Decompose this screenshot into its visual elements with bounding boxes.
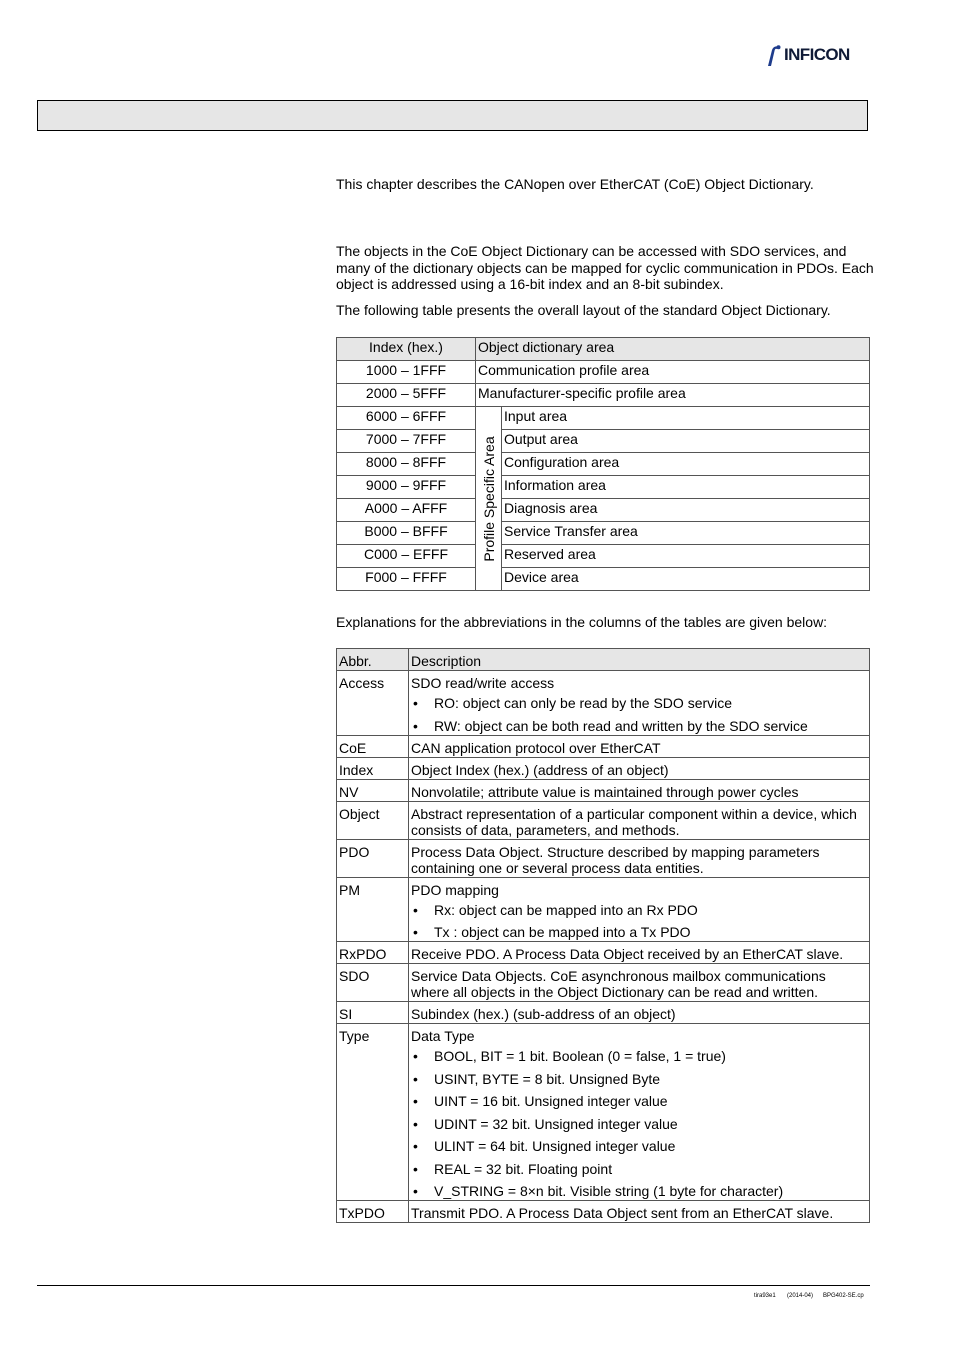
index-cell: 2000 – 5FFF	[337, 384, 476, 407]
bullet-item: • BOOL, BIT = 1 bit. Boolean (0 = false, 1 = true)	[411, 1048, 867, 1064]
description-cell	[409, 1002, 870, 1024]
abbr-cell: NV	[337, 779, 409, 801]
description-cell	[409, 964, 870, 1002]
table-row	[337, 384, 870, 407]
table-header-row	[337, 649, 870, 671]
index-cell: 7000 – 7FFF	[337, 430, 476, 453]
description-cell	[409, 735, 870, 757]
bullet-item: • RW: object can be both read and written by the SDO service	[411, 718, 867, 734]
object-dictionary-table	[336, 337, 870, 591]
table-row	[337, 499, 870, 522]
area-cell: Output area	[502, 430, 870, 453]
table-row	[337, 1201, 870, 1223]
description-cell	[409, 1201, 870, 1223]
footer-divider	[37, 1285, 870, 1286]
footer-file: BPG402-SE.cp	[823, 1293, 864, 1299]
bullet-item: • REAL = 32 bit. Floating point	[411, 1161, 867, 1177]
abbr-cell: CoE	[337, 735, 409, 757]
description-text: CAN application protocol over EtherCAT	[411, 739, 661, 756]
table-row	[337, 545, 870, 568]
abbr-cell: Index	[337, 757, 409, 779]
table-row	[337, 407, 870, 430]
bullet-list	[411, 1048, 867, 1199]
intro-paragraph: This chapter describes the CANopen over EtherCAT (CoE) Object Dictionary.	[336, 176, 814, 192]
bullet-item: • ULINT = 64 bit. Unsigned integer value	[411, 1138, 867, 1154]
abbr-cell: SDO	[337, 964, 409, 1002]
index-cell: F000 – FFFF	[337, 568, 476, 591]
description-cell	[409, 671, 870, 736]
column-header-abbr: Abbr.	[337, 649, 409, 671]
table-introduction: The following table presents the overall layout of the standard Object Dictionary.	[336, 302, 831, 318]
table-row	[337, 476, 870, 499]
index-cell: 9000 – 9FFF	[337, 476, 476, 499]
description-text: Data Type	[411, 1028, 475, 1044]
index-cell: A000 – AFFF	[337, 499, 476, 522]
column-header-area: Object dictionary area	[476, 338, 870, 361]
table-row	[337, 671, 870, 736]
description-text: Transmit PDO. A Process Data Object sent from an EtherCAT slave.	[411, 1205, 834, 1221]
company-logo-text: INFICON	[784, 45, 850, 64]
abbreviations-table	[336, 648, 870, 1223]
table-row	[337, 801, 870, 839]
table-row	[337, 1024, 870, 1201]
abbr-cell: PM	[337, 877, 409, 942]
footer-doc-id: tira93e1	[754, 1293, 776, 1299]
description-text: Service Data Objects. CoE asynchronous mailbox communications where all objects in the Object Dictionary can be read and written.	[411, 968, 826, 1000]
area-cell: Reserved area	[502, 545, 870, 568]
abbr-cell: Type	[337, 1024, 409, 1201]
description-text: Nonvolatile; attribute value is maintained through power cycles	[411, 783, 799, 800]
table-row	[337, 361, 870, 384]
index-cell: 1000 – 1FFF	[337, 361, 476, 384]
table-row	[337, 877, 870, 942]
description-cell	[409, 839, 870, 877]
table-row	[337, 964, 870, 1002]
table-row	[337, 522, 870, 545]
area-cell: Device area	[502, 568, 870, 591]
description-cell	[409, 877, 870, 942]
area-cell: Configuration area	[502, 453, 870, 476]
description-cell	[409, 779, 870, 801]
table-row	[337, 735, 870, 757]
abbr-cell: RxPDO	[337, 942, 409, 964]
bullet-list	[411, 902, 867, 941]
description-text: Subindex (hex.) (sub-address of an object)	[411, 1006, 676, 1022]
table-row	[337, 757, 870, 779]
description-cell	[409, 757, 870, 779]
description-text: Receive PDO. A Process Data Object received by an EtherCAT slave.	[411, 946, 844, 962]
profile-specific-cell	[476, 407, 502, 591]
bullet-item: • UDINT = 32 bit. Unsigned integer value	[411, 1116, 867, 1132]
description-text: SDO read/write access	[411, 675, 555, 691]
description-text: Object Index (hex.) (address of an object)	[411, 761, 669, 778]
column-header-description: Description	[409, 649, 870, 671]
description-text: Abstract representation of a particular component within a device, which consists of data, parameters, and methods.	[411, 805, 857, 838]
index-cell: 6000 – 6FFF	[337, 407, 476, 430]
bullet-item: • USINT, BYTE = 8 bit. Unsigned Byte	[411, 1071, 867, 1087]
abbr-cell: Object	[337, 801, 409, 839]
index-cell: C000 – EFFF	[337, 545, 476, 568]
table-row	[337, 839, 870, 877]
table-row	[337, 453, 870, 476]
area-cell: Communication profile area	[476, 361, 870, 384]
bullet-item: • Tx : object can be mapped into a Tx PDO	[411, 924, 867, 940]
table-row	[337, 568, 870, 591]
area-cell: Service Transfer area	[502, 522, 870, 545]
chapter-header-bar	[37, 100, 868, 131]
abbreviations-introduction: Explanations for the abbreviations in the columns of the tables are given below:	[336, 614, 828, 630]
table-header-row	[337, 338, 870, 361]
description-text: PDO mapping	[411, 881, 499, 898]
bullet-item: • RO: object can only be read by the SDO service	[411, 695, 867, 711]
table-row	[337, 430, 870, 453]
abbr-cell: Access	[337, 671, 409, 736]
area-cell: Diagnosis area	[502, 499, 870, 522]
bullet-item: • V_STRING = 8×n bit. Visible string (1 byte for character)	[411, 1183, 867, 1199]
description-cell	[409, 801, 870, 839]
abbr-cell: PDO	[337, 839, 409, 877]
column-header-index: Index (hex.)	[337, 338, 476, 361]
area-cell: Input area	[502, 407, 870, 430]
bullet-item: • Rx: object can be mapped into an Rx PDO	[411, 902, 867, 918]
profile-specific-label: Profile Specific Area	[480, 435, 497, 562]
bullet-list	[411, 695, 867, 734]
abbr-cell: TxPDO	[337, 1201, 409, 1223]
description-text: Process Data Object. Structure described by mapping parameters containing one or several process data entities.	[411, 843, 820, 876]
footer-date: (2014-04)	[787, 1293, 814, 1299]
dictionary-description: The objects in the CoE Object Dictionary can be accessed with SDO services, and many of the dictionary objects can be mapped for cyclic communication in PDOs. Each object is addressed using a 16-bit index and an 8-bit subindex.	[336, 243, 874, 292]
abbr-cell: SI	[337, 1002, 409, 1024]
bullet-item: • UINT = 16 bit. Unsigned integer value	[411, 1093, 867, 1109]
index-cell: 8000 – 8FFF	[337, 453, 476, 476]
index-cell: B000 – BFFF	[337, 522, 476, 545]
table-row	[337, 779, 870, 801]
table-row	[337, 1002, 870, 1024]
area-cell: Information area	[502, 476, 870, 499]
table-row	[337, 942, 870, 964]
description-cell	[409, 942, 870, 964]
description-cell	[409, 1024, 870, 1201]
area-cell: Manufacturer-specific profile area	[476, 384, 870, 407]
